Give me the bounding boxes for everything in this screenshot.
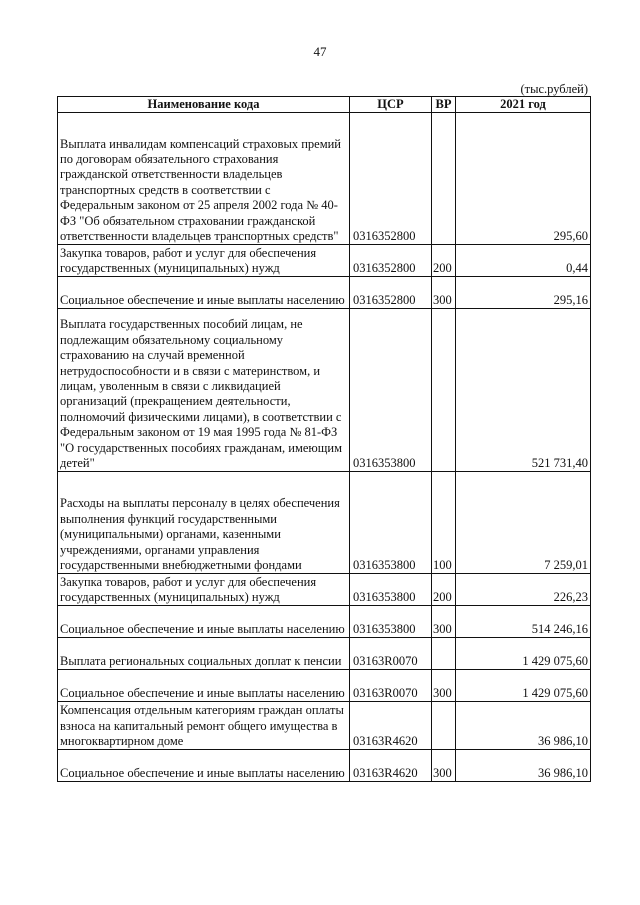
row-vr [432,638,456,670]
row-vr [432,309,456,472]
row-sum: 521 731,40 [456,309,591,472]
row-csr: 0316353800 [350,574,432,606]
row-csr: 0316352800 [350,245,432,277]
header-name: Наименование кода [58,97,350,113]
row-csr: 03163R0070 [350,670,432,702]
row-csr: 0316353800 [350,472,432,574]
table-row [58,277,591,309]
table-row [58,113,591,245]
row-name: Выплата региональных социальных доплат к пенсии [58,638,350,670]
page-number: 47 [313,44,327,59]
row-vr: 200 [432,245,456,277]
row-csr: 03163R0070 [350,638,432,670]
row-sum: 1 429 075,60 [456,670,591,702]
row-sum: 295,60 [456,113,591,245]
table-row [58,702,591,750]
row-name: Социальное обеспечение и иные выплаты населению [58,750,350,782]
row-sum: 7 259,01 [456,472,591,574]
row-vr: 200 [432,574,456,606]
table-header-row [58,97,591,113]
row-vr [432,702,456,750]
table-row [58,750,591,782]
row-sum: 0,44 [456,245,591,277]
header-year: 2021 год [456,97,591,113]
budget-table [57,96,591,782]
header-csr: ЦСР [350,97,432,113]
table-row [58,309,591,472]
row-name: Социальное обеспечение и иные выплаты населению [58,277,350,309]
row-vr [432,113,456,245]
row-vr: 300 [432,750,456,782]
units-label: (тыс.рублей) [520,82,588,96]
row-name: Закупка товаров, работ и услуг для обеспечения государственных (муниципальных) нужд [58,245,350,277]
table-row [58,574,591,606]
header-vr: ВР [432,97,456,113]
row-sum: 1 429 075,60 [456,638,591,670]
row-vr: 300 [432,277,456,309]
row-sum: 36 986,10 [456,750,591,782]
row-csr: 0316352800 [350,113,432,245]
row-name: Компенсация отдельным категориям граждан оплаты взноса на капитальный ремонт общего имущества в многоквартирном доме [58,702,350,750]
row-sum: 36 986,10 [456,702,591,750]
row-csr: 03163R4620 [350,702,432,750]
row-csr: 0316353800 [350,606,432,638]
table-row [58,606,591,638]
row-name: Закупка товаров, работ и услуг для обеспечения государственных (муниципальных) нужд [58,574,350,606]
row-vr: 300 [432,606,456,638]
row-name: Выплата государственных пособий лицам, не подлежащим обязательному социальному страхованию на случай временной нетрудоспособности и в связи с материнством, и лицам, уволенным в связи с ликвидацией организаций (прекращением деятельности, полномочий физическими лицами), в соответствии с Федеральным законом от 19 мая 1995 года № 81-ФЗ "О государственных пособиях гражданам, имеющим детей" [58,309,350,472]
row-name: Социальное обеспечение и иные выплаты населению [58,670,350,702]
row-name: Выплата инвалидам компенсаций страховых премий по договорам обязательного страхования гражданской ответственности владельцев транспортных средств в соответствии с Федеральным законом от 25 апреля 2002 года № 40-ФЗ "Об обязательном страховании гражданской ответственности владельцев транспортных средств" [58,113,350,245]
table-row [58,670,591,702]
row-name: Социальное обеспечение и иные выплаты населению [58,606,350,638]
row-sum: 226,23 [456,574,591,606]
row-name: Расходы на выплаты персоналу в целях обеспечения выполнения функций государственными (муниципальными) органами, казенными учреждениями, органами управления государственными внебюджетными фондами [58,472,350,574]
row-sum: 295,16 [456,277,591,309]
row-csr: 0316353800 [350,309,432,472]
row-vr: 300 [432,670,456,702]
table-row [58,638,591,670]
row-csr: 0316352800 [350,277,432,309]
table-row [58,245,591,277]
row-sum: 514 246,16 [456,606,591,638]
row-vr: 100 [432,472,456,574]
table-row [58,472,591,574]
row-csr: 03163R4620 [350,750,432,782]
